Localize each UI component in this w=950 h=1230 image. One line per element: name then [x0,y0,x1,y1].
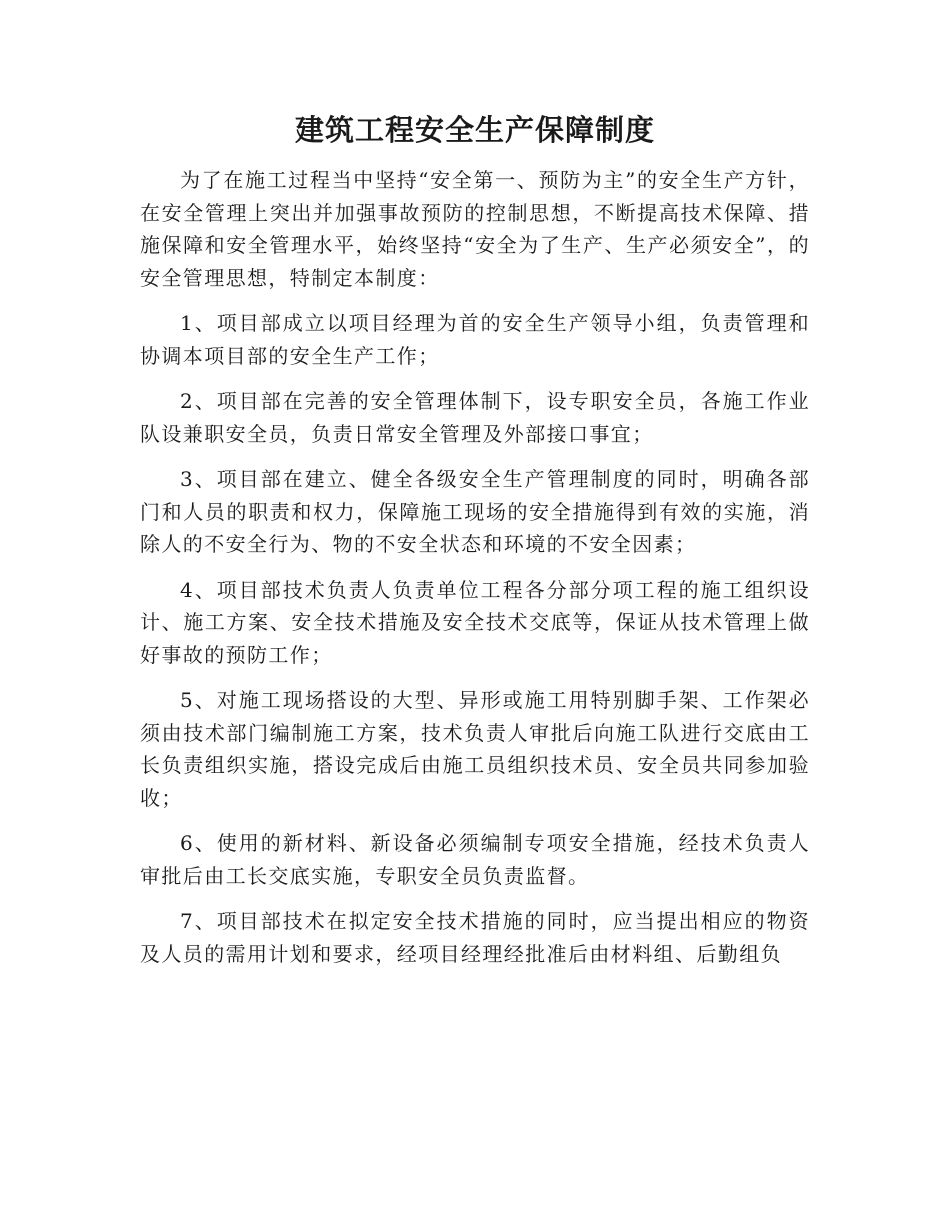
clause-4-paragraph: 4、项目部技术负责人负责单位工程各分部分项工程的施工组织设计、施工方案、安全技术措施及安全技术交底等，保证从技术管理上做好事故的预防工作； [140,577,810,667]
intro-paragraph: 为了在施工过程当中坚持“安全第一、预防为主”的安全生产方针，在安全管理上突出并加强事故预防的控制思想，不断提高技术保障、措施保障和安全管理水平，始终坚持“安全为了生产、生产必须安全”，的安全管理思想，特制定本制度： [140,168,810,290]
document-title: 建筑工程安全生产保障制度 [294,113,655,147]
clause-7-paragraph: 7、项目部技术在拟定安全技术措施的同时，应当提出相应的物资及人员的需用计划和要求，经项目经理经批准后由材料组、后勤组负 [140,909,810,966]
clause-5-paragraph: 5、对施工现场搭设的大型、异形或施工用特别脚手架、工作架必须由技术部门编制施工方案，技术负责人审批后向施工队进行交底由工长负责组织实施，搭设完成后由施工员组织技术员、安全员共同参加验收； [140,688,810,810]
clause-2-paragraph: 2、项目部在完善的安全管理体制下，设专职安全员，各施工作业队设兼职安全员，负责日常安全管理及外部接口事宜； [140,389,810,446]
clause-6-paragraph: 6、使用的新材料、新设备必须编制专项安全措施，经技术负责人审批后由工长交底实施，专职安全员负责监督。 [140,831,810,888]
document-page [140,108,810,983]
clause-1-paragraph: 1、项目部成立以项目经理为首的安全生产领导小组，负责管理和协调本项目部的安全生产工作； [140,311,810,368]
clause-3-paragraph: 3、项目部在建立、健全各级安全生产管理制度的同时，明确各部门和人员的职责和权力，保障施工现场的安全措施得到有效的实施，消除人的不安全行为、物的不安全状态和环境的不安全因素； [140,467,810,556]
